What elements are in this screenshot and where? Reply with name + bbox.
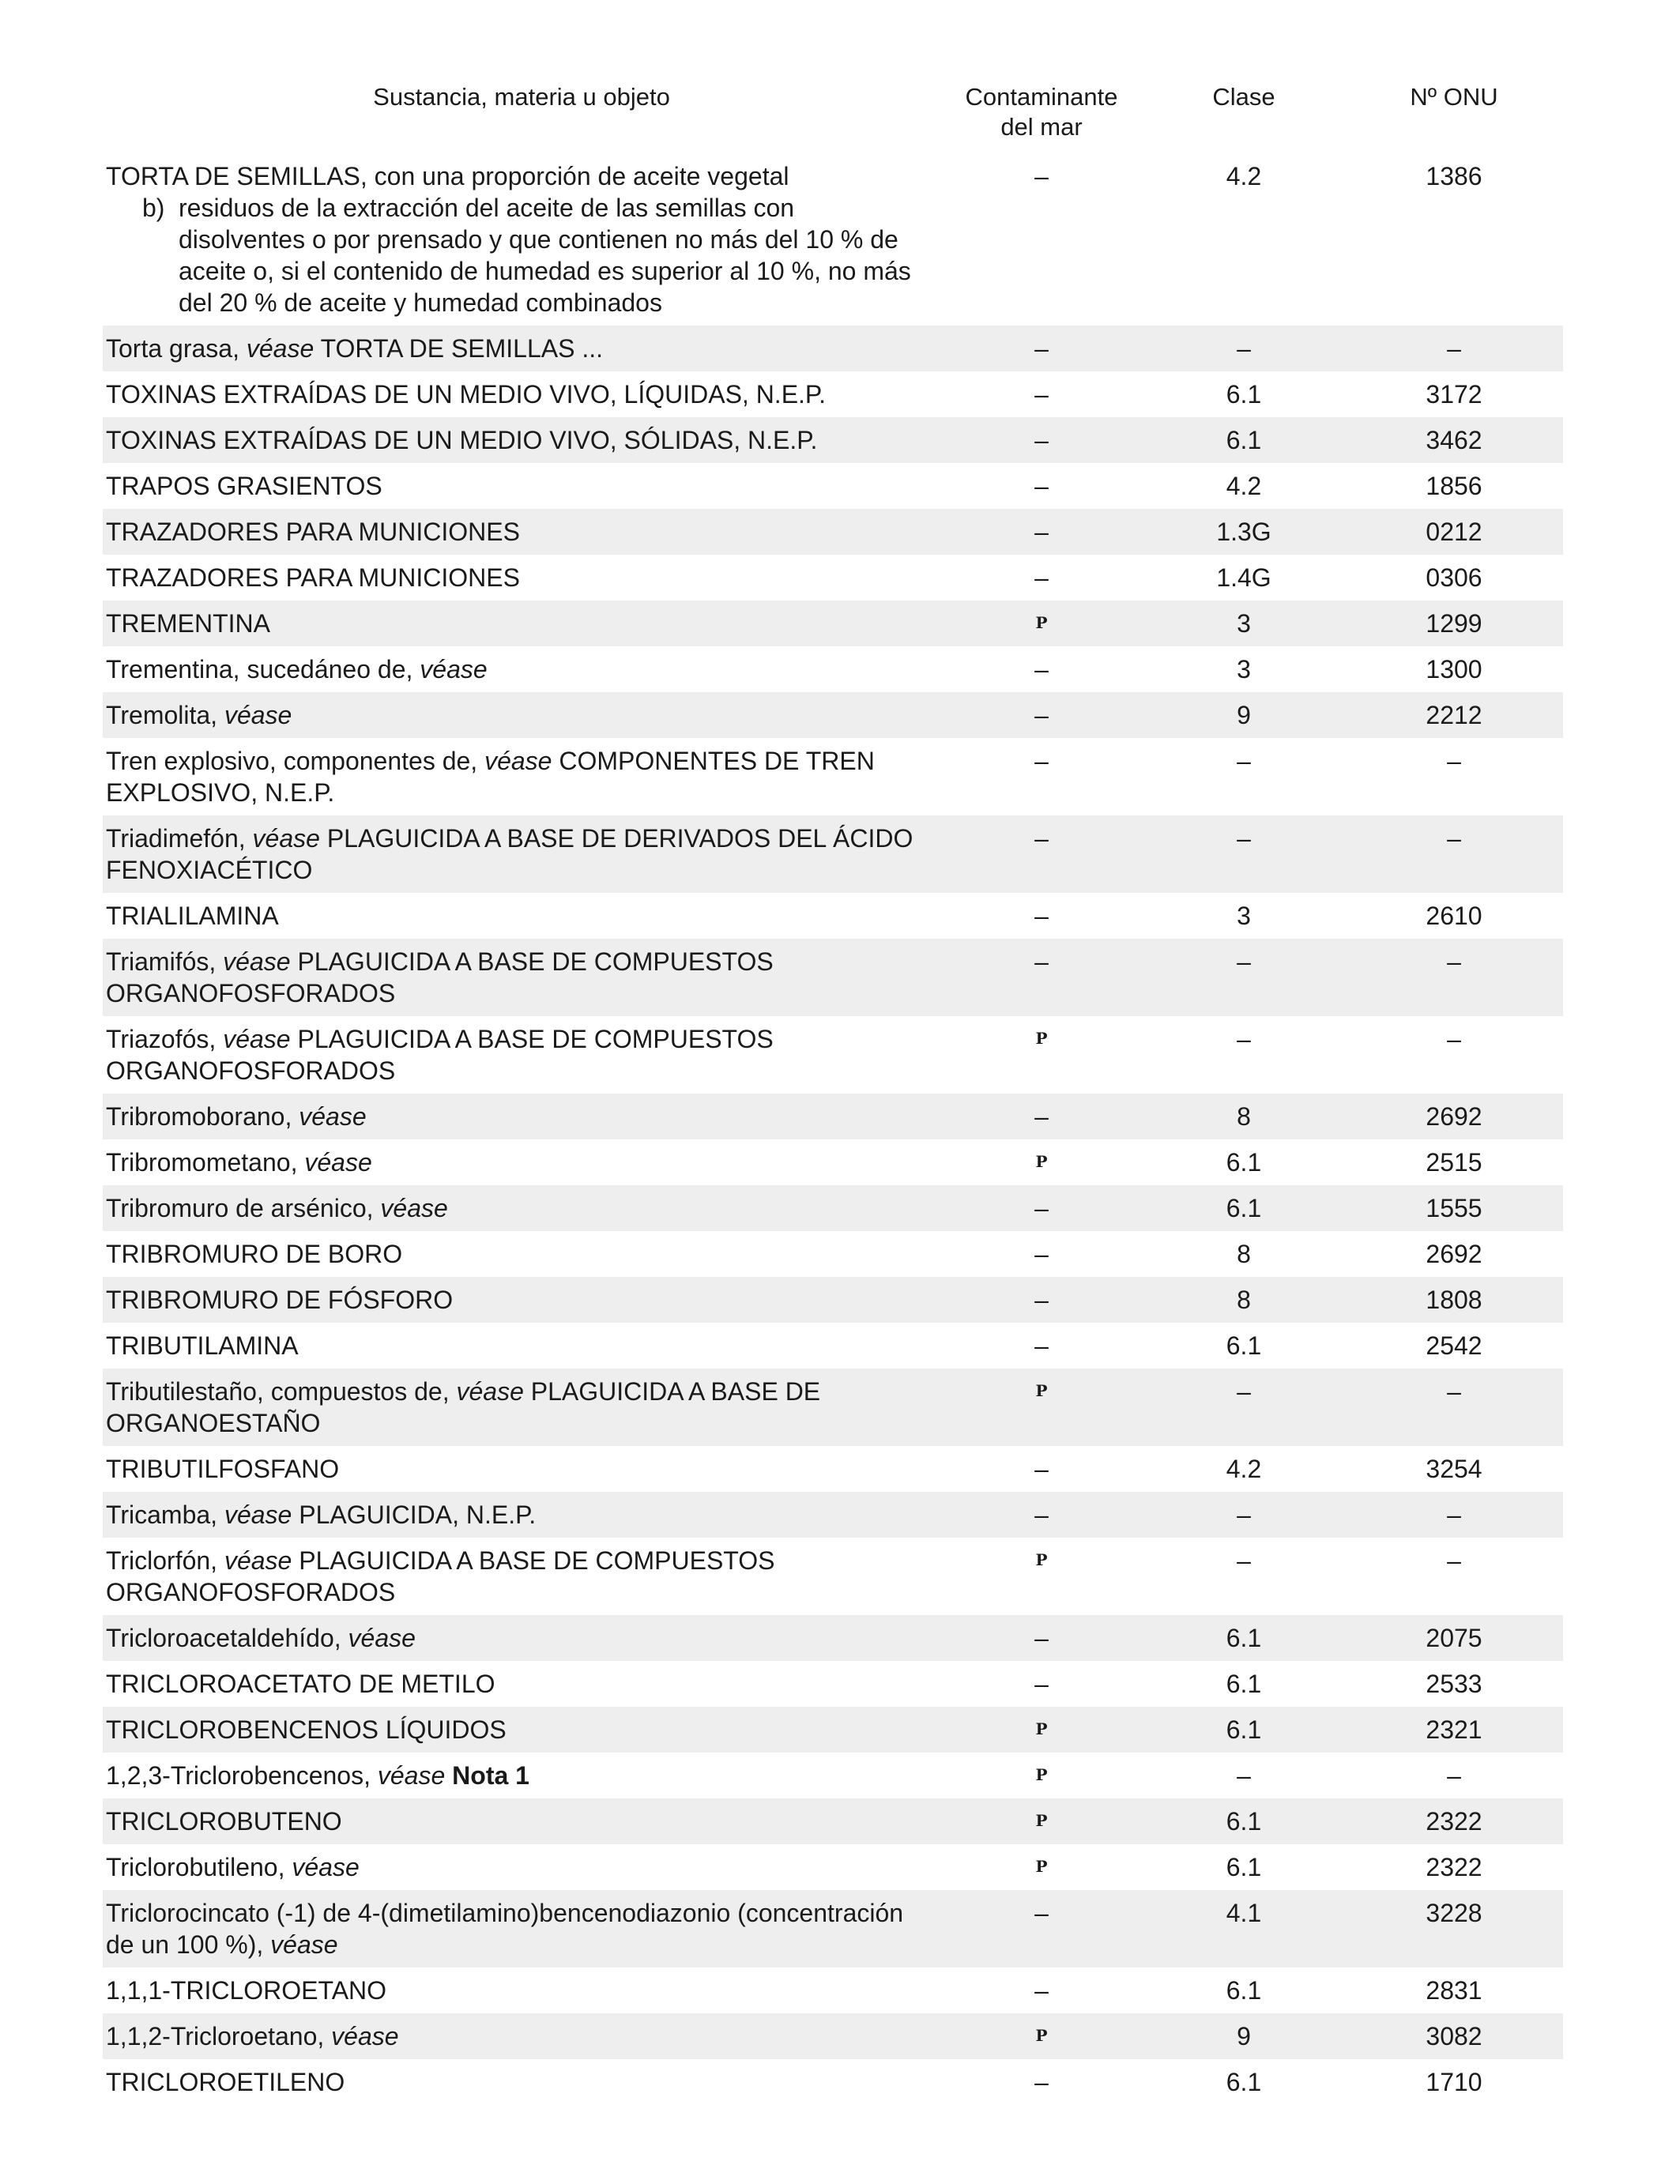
dash-mark: – [1034, 655, 1049, 683]
substance-text: TOXINAS EXTRAÍDAS DE UN MEDIO VIVO, LÍQUIDAS, N.E.P. [106, 380, 827, 409]
un-number-cell: 1808 [1345, 1277, 1563, 1323]
substance-cell [103, 1615, 940, 1661]
class-cell: – [1143, 326, 1345, 371]
class-cell: – [1143, 1369, 1345, 1446]
see-reference: véase [252, 824, 320, 853]
substance-cell [103, 1139, 940, 1185]
marine-pollutant-cell [940, 1185, 1143, 1231]
un-number-cell: 2610 [1426, 902, 1482, 930]
substance-text: Tribromometano, [106, 1148, 305, 1177]
substance-text: Tremolita, [106, 701, 224, 729]
marine-pollutant-cell [940, 371, 1143, 417]
substance-cell [103, 1844, 940, 1890]
substance-text: TRIBROMURO DE BORO [106, 1240, 403, 1268]
un-number-cell: 2212 [1345, 692, 1563, 738]
class-cell: 6.1 [1226, 1331, 1262, 1360]
table-row [103, 153, 1563, 326]
table-row [103, 1492, 1563, 1538]
marine-pollutant-cell [940, 1492, 1143, 1538]
marine-pollutant-cell [940, 555, 1143, 601]
substance-text: Tributilestaño, compuestos de, [106, 1377, 457, 1406]
dash-mark: – [1034, 701, 1049, 729]
dash-mark: – [1034, 472, 1049, 500]
un-number-cell: – [1345, 939, 1563, 1016]
substance-text: 1,2,3-Triclorobencenos, [106, 1761, 378, 1790]
marine-pollutant-cell [940, 1753, 1143, 1798]
marine-pollutant-mark: P [1035, 613, 1048, 632]
table-row [103, 893, 1563, 939]
table-row [103, 815, 1563, 893]
see-reference: véase [484, 747, 552, 775]
un-number-cell: 3462 [1345, 417, 1563, 463]
substance-reference: PLAGUICIDA A BASE DE COMPUESTOS ORGANOFOSFORADOS [106, 947, 774, 1007]
table-row [103, 1094, 1563, 1139]
un-number-cell: – [1345, 815, 1563, 893]
dash-mark: – [1034, 334, 1049, 363]
table-row [103, 1707, 1563, 1753]
table-row [103, 1231, 1563, 1277]
substance-text: Triamifós, [106, 947, 224, 976]
marine-pollutant-cell [940, 463, 1143, 509]
substance-text: TRIBROMURO DE FÓSFORO [106, 1286, 454, 1314]
see-reference: véase [299, 1102, 367, 1131]
substance-cell [103, 1538, 940, 1615]
substance-text: Tribromuro de arsénico, [106, 1194, 381, 1222]
see-reference: véase [456, 1377, 524, 1406]
substance-text: Tricamba, [106, 1501, 224, 1529]
dash-mark: – [1034, 1240, 1049, 1268]
marine-pollutant-mark: P [1035, 1719, 1048, 1738]
substance-cell [103, 738, 940, 815]
table-row [103, 463, 1563, 509]
substance-reference: PLAGUICIDA A BASE DE COMPUESTOS ORGANOFOSFORADOS [106, 1025, 774, 1085]
substance-cell [103, 1967, 940, 2013]
un-number-cell: 3228 [1345, 1890, 1563, 1967]
table-row [103, 1967, 1563, 2013]
substance-cell [103, 2059, 940, 2105]
substance-text: TRAZADORES PARA MUNICIONES [106, 518, 520, 546]
un-number-cell: 2515 [1426, 1148, 1482, 1177]
substance-cell [103, 1277, 940, 1323]
see-reference: véase [224, 1546, 292, 1575]
header-substance: Sustancia, materia u objeto [373, 83, 670, 111]
table-row [103, 1753, 1563, 1798]
marine-pollutant-cell [940, 893, 1143, 939]
marine-pollutant-cell [940, 1369, 1143, 1446]
see-reference: véase [224, 1501, 292, 1529]
class-cell: – [1143, 1492, 1345, 1538]
class-cell: – [1143, 815, 1345, 893]
substance-text: Tricloroacetaldehído, [106, 1624, 348, 1652]
table-row [103, 2059, 1563, 2105]
table-row [103, 1538, 1563, 1615]
dash-mark: – [1034, 426, 1049, 454]
class-cell: 6.1 [1226, 1976, 1262, 2005]
substance-text: TOXINAS EXTRAÍDAS DE UN MEDIO VIVO, SÓLIDAS, N.E.P. [106, 426, 818, 454]
marine-pollutant-mark: P [1035, 1550, 1048, 1569]
see-reference: véase [420, 655, 488, 683]
marine-pollutant-cell [940, 509, 1143, 555]
table-row [103, 1615, 1563, 1661]
table-row [103, 738, 1563, 815]
class-cell: 4.2 [1226, 1455, 1262, 1483]
substance-cell [103, 893, 940, 939]
substance-cell [103, 1492, 940, 1538]
un-number-cell: 2322 [1345, 1798, 1563, 1844]
dash-mark: – [1034, 1501, 1049, 1529]
table-row [103, 1798, 1563, 1844]
dash-mark: – [1034, 1194, 1049, 1222]
class-cell: 3 [1237, 655, 1251, 683]
substance-cell [103, 2013, 940, 2059]
sub-entry [142, 192, 925, 318]
un-number-cell: 0212 [1345, 509, 1563, 555]
substance-reference: PLAGUICIDA A BASE DE ORGANOESTAÑO [106, 1377, 821, 1437]
substance-cell [103, 1185, 940, 1231]
substance-text: Triclorobutileno, [106, 1853, 292, 1881]
dash-mark: – [1034, 947, 1049, 976]
marine-pollutant-mark: P [1035, 1765, 1048, 1784]
substance-cell [103, 463, 940, 509]
class-cell: 6.1 [1143, 1185, 1345, 1231]
substance-text: Triclorfón, [106, 1546, 224, 1575]
substance-cell [103, 1798, 940, 1844]
sub-entry-text: residuos de la extracción del aceite de las semillas con disolventes o por prensado y que contienen no más del 10 % de aceite o, si el contenido de humedad es superior al 10 %, no más del 20 % de aceite y humedad combinados [179, 194, 911, 317]
table-row [103, 646, 1563, 692]
class-cell: 4.2 [1226, 472, 1262, 500]
dash-mark: – [1034, 1455, 1049, 1483]
marine-pollutant-mark: P [1035, 1152, 1048, 1171]
substance-cell [103, 509, 940, 555]
table-row [103, 1277, 1563, 1323]
substance-reference: TORTA DE SEMILLAS ... [314, 334, 604, 363]
marine-pollutant-cell [940, 646, 1143, 692]
dash-mark: – [1034, 747, 1049, 775]
marine-pollutant-cell [940, 815, 1143, 893]
marine-pollutant-cell [940, 1094, 1143, 1139]
un-number-cell: 1710 [1426, 2068, 1482, 2096]
substance-text: TRICLOROBENCENOS LÍQUIDOS [106, 1715, 507, 1744]
substance-text: Torta grasa, [106, 334, 247, 363]
substance-cell [103, 1707, 940, 1753]
document-page [103, 79, 1563, 2105]
dash-mark: – [1034, 563, 1049, 592]
dash-mark: – [1034, 902, 1049, 930]
substance-text: TRAZADORES PARA MUNICIONES [106, 563, 520, 592]
substance-text: TRICLOROACETATO DE METILO [106, 1670, 495, 1698]
table-row [103, 1446, 1563, 1492]
substance-reference: COMPONENTES DE TREN EXPLOSIVO, N.E.P. [106, 747, 875, 807]
un-number-cell: 2692 [1345, 1094, 1563, 1139]
substance-cell [103, 815, 940, 893]
marine-pollutant-cell [940, 1323, 1143, 1369]
marine-pollutant-cell [940, 692, 1143, 738]
substance-text: Triclorocincato (-1) de 4-(dimetilamino)bencenodiazonio (concentración de un 100 %), [106, 1899, 904, 1959]
substance-cell [103, 1231, 940, 1277]
class-cell: 1.4G [1216, 563, 1271, 592]
class-cell: 6.1 [1143, 1707, 1345, 1753]
un-number-cell: – [1447, 1025, 1461, 1053]
substance-text: TRICLOROBUTENO [106, 1807, 342, 1836]
un-number-cell: 2831 [1426, 1976, 1482, 2005]
marine-pollutant-mark: P [1035, 1857, 1048, 1876]
marine-pollutant-cell [940, 1890, 1143, 1967]
table-row [103, 1369, 1563, 1446]
substance-text: TRIALILAMINA [106, 902, 279, 930]
table-row [103, 1185, 1563, 1231]
substance-text: Trementina, sucedáneo de, [106, 655, 420, 683]
table-row [103, 509, 1563, 555]
marine-pollutant-cell [940, 1615, 1143, 1661]
class-cell: – [1237, 1025, 1251, 1053]
table-row [103, 601, 1563, 646]
substance-text: 1,1,1-TRICLOROETANO [106, 1976, 387, 2005]
un-number-cell: – [1447, 1546, 1461, 1575]
marine-pollutant-cell [940, 1446, 1143, 1492]
substance-name: TORTA DE SEMILLAS, con una proporción de aceite vegetal [106, 162, 789, 190]
marine-pollutant-mark: P [1035, 2026, 1048, 2045]
substance-text: 1,1,2-Tricloroetano, [106, 2022, 332, 2050]
class-cell: 6.1 [1143, 417, 1345, 463]
dash-mark: – [1034, 824, 1049, 853]
class-cell: 8 [1143, 1277, 1345, 1323]
marine-pollutant-cell [940, 1967, 1143, 2013]
marine-pollutant-cell [940, 1538, 1143, 1615]
un-number-cell: 1386 [1426, 162, 1482, 190]
substance-cell [103, 1753, 940, 1798]
marine-pollutant-cell [940, 1661, 1143, 1707]
class-cell: 6.1 [1143, 1615, 1345, 1661]
un-number-cell: – [1345, 1492, 1563, 1538]
marine-pollutant-mark: P [1035, 1811, 1048, 1830]
substance-text: TRIBUTILFOSFANO [106, 1455, 340, 1483]
see-reference: véase [270, 1930, 338, 1959]
table-row [103, 2013, 1563, 2059]
marine-pollutant-cell [940, 1016, 1143, 1094]
table-row [103, 417, 1563, 463]
substance-cell [103, 1323, 940, 1369]
table-row [103, 1844, 1563, 1890]
table-row [103, 1323, 1563, 1369]
un-number-cell: 1299 [1345, 601, 1563, 646]
class-cell: – [1237, 1761, 1251, 1790]
class-cell: 8 [1143, 1094, 1345, 1139]
dash-mark: – [1034, 1624, 1049, 1652]
un-number-cell: 2533 [1426, 1670, 1482, 1698]
marine-pollutant-cell [940, 2013, 1143, 2059]
un-number-cell: 1300 [1426, 655, 1482, 683]
substance-text: TRAPOS GRASIENTOS [106, 472, 382, 500]
substance-text: TRICLOROETILENO [106, 2068, 345, 2096]
un-number-cell: 2692 [1426, 1240, 1482, 1268]
marine-pollutant-cell [940, 417, 1143, 463]
see-reference: véase [246, 334, 315, 363]
dash-mark: – [1034, 1286, 1049, 1314]
class-cell: 6.1 [1143, 1798, 1345, 1844]
marine-pollutant-mark: P [1035, 1029, 1048, 1048]
class-cell: 3 [1237, 902, 1251, 930]
class-cell: 8 [1237, 1240, 1251, 1268]
marine-pollutant-cell: – [1034, 162, 1049, 190]
substance-reference: PLAGUICIDA A BASE DE DERIVADOS DEL ÁCIDO FENOXIACÉTICO [106, 824, 913, 884]
substance-cell [103, 1890, 940, 1967]
marine-pollutant-cell [940, 1277, 1143, 1323]
header-row [103, 79, 1563, 153]
class-cell: 4.1 [1143, 1890, 1345, 1967]
dash-mark: – [1034, 380, 1049, 409]
table-row [103, 939, 1563, 1016]
un-number-cell: 0306 [1426, 563, 1482, 592]
see-reference: véase [304, 1148, 372, 1177]
dash-mark: – [1034, 1102, 1049, 1131]
dash-mark: – [1034, 1331, 1049, 1360]
substance-cell [103, 1016, 940, 1094]
table-row [103, 1890, 1563, 1967]
class-cell: 4.2 [1226, 162, 1262, 190]
see-reference: véase [223, 947, 291, 976]
class-cell: – [1143, 939, 1345, 1016]
table-row [103, 555, 1563, 601]
marine-pollutant-cell [940, 2059, 1143, 2105]
class-cell: 6.1 [1226, 380, 1262, 409]
substance-text: Triadimefón, [106, 824, 253, 853]
substance-cell [103, 1369, 940, 1446]
un-number-cell: – [1447, 1761, 1461, 1790]
dash-mark: – [1034, 518, 1049, 546]
class-cell: 1.3G [1143, 509, 1345, 555]
substance-cell [103, 646, 940, 692]
class-cell: 3 [1143, 601, 1345, 646]
table-row [103, 326, 1563, 371]
class-cell: 6.1 [1226, 1148, 1262, 1177]
un-number-cell: – [1447, 747, 1461, 775]
see-reference: véase [380, 1194, 448, 1222]
marine-pollutant-cell [940, 326, 1143, 371]
marine-pollutant-mark: P [1035, 1381, 1048, 1400]
header-marine-line1: Contaminante [965, 83, 1118, 111]
see-reference: véase [224, 701, 292, 729]
table-body [103, 153, 1563, 2105]
substance-cell [103, 601, 940, 646]
class-cell: 6.1 [1226, 1853, 1262, 1881]
table-row [103, 692, 1563, 738]
substance-reference: PLAGUICIDA A BASE DE COMPUESTOS ORGANOFOSFORADOS [106, 1546, 775, 1606]
see-reference: véase [331, 2022, 399, 2050]
un-number-cell: 2322 [1426, 1853, 1482, 1881]
header-un-number: Nº ONU [1410, 83, 1498, 111]
header-marine-pollutant [940, 79, 1143, 153]
substance-text: TRIBUTILAMINA [106, 1331, 299, 1360]
class-cell: 6.1 [1226, 1670, 1262, 1698]
un-number-cell: 1856 [1426, 472, 1482, 500]
table-row [103, 1139, 1563, 1185]
class-cell: 9 [1143, 2013, 1345, 2059]
note-reference: Nota 1 [445, 1761, 529, 1790]
dash-mark: – [1034, 1899, 1049, 1927]
marine-pollutant-cell [940, 1231, 1143, 1277]
see-reference: véase [292, 1853, 360, 1881]
dangerous-goods-index-table [103, 79, 1563, 2105]
header-class: Clase [1212, 83, 1275, 111]
sub-entry-label: b) [142, 194, 165, 222]
dash-mark: – [1034, 1976, 1049, 2005]
un-number-cell: 3172 [1426, 380, 1482, 409]
substance-cell [103, 326, 940, 371]
dash-mark: – [1034, 1670, 1049, 1698]
substance-cell [103, 692, 940, 738]
dash-mark: – [1034, 2068, 1049, 2096]
un-number-cell: 2542 [1426, 1331, 1482, 1360]
substance-cell [103, 939, 940, 1016]
class-cell: – [1237, 1546, 1251, 1575]
table-row [103, 371, 1563, 417]
substance-cell [103, 1094, 940, 1139]
see-reference: véase [223, 1025, 291, 1053]
class-cell: 9 [1143, 692, 1345, 738]
un-number-cell: – [1345, 1369, 1563, 1446]
table-row [103, 1016, 1563, 1094]
see-reference: véase [348, 1624, 416, 1652]
header-marine-line2: del mar [1000, 113, 1083, 141]
substance-cell [103, 417, 940, 463]
substance-cell [103, 371, 940, 417]
un-number-cell: – [1345, 326, 1563, 371]
marine-pollutant-cell [940, 1844, 1143, 1890]
marine-pollutant-cell [940, 1139, 1143, 1185]
marine-pollutant-cell [940, 738, 1143, 815]
substance-text: Tren explosivo, componentes de, [106, 747, 485, 775]
substance-text: Tribromoborano, [106, 1102, 299, 1131]
un-number-cell: 2075 [1345, 1615, 1563, 1661]
see-reference: véase [377, 1761, 446, 1790]
substance-reference: PLAGUICIDA, N.E.P. [292, 1501, 537, 1529]
marine-pollutant-cell [940, 1798, 1143, 1844]
substance-cell [103, 555, 940, 601]
un-number-cell: 3082 [1345, 2013, 1563, 2059]
un-number-cell: 3254 [1426, 1455, 1482, 1483]
substance-cell [103, 153, 940, 326]
substance-cell [103, 1446, 940, 1492]
substance-text: Triazofós, [106, 1025, 224, 1053]
un-number-cell: 1555 [1345, 1185, 1563, 1231]
marine-pollutant-cell [940, 601, 1143, 646]
substance-text: TREMENTINA [106, 609, 270, 638]
marine-pollutant-cell [940, 939, 1143, 1016]
class-cell: – [1237, 747, 1251, 775]
table-row [103, 1661, 1563, 1707]
substance-cell [103, 1661, 940, 1707]
un-number-cell: 2321 [1345, 1707, 1563, 1753]
marine-pollutant-cell [940, 1707, 1143, 1753]
class-cell: 6.1 [1226, 2068, 1262, 2096]
